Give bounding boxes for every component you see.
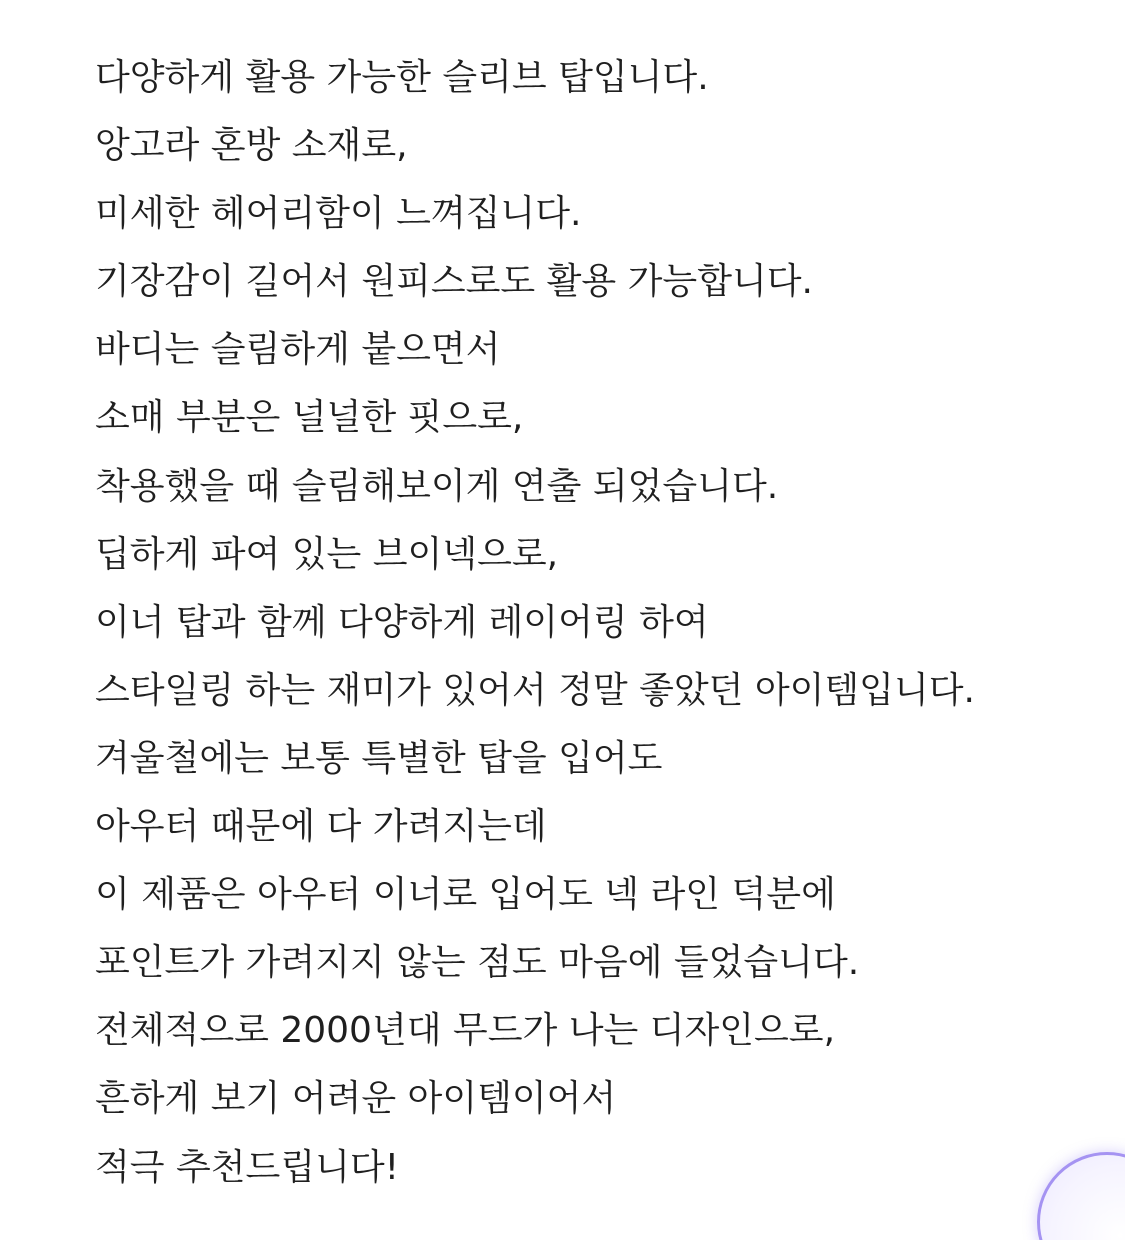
- review-line-12: 아우터 때문에 다 가려지는데: [95, 806, 547, 848]
- review-line-5: 바디는 슬림하게 붙으면서: [95, 329, 501, 371]
- review-line-16: 흔하게 보기 어려운 아이템이어서: [95, 1078, 617, 1120]
- review-line-13: 이 제품은 아우터 이너로 입어도 넥 라인 덕분에: [95, 874, 836, 916]
- review-line-2: 앙고라 혼방 소재로,: [95, 125, 408, 167]
- review-line-8: 딥하게 파여 있는 브이넥으로,: [95, 533, 559, 575]
- review-line-7: 착용했을 때 슬림해보이게 연출 되었습니다.: [95, 465, 779, 507]
- review-line-10: 스타일링 하는 재미가 있어서 정말 좋았던 아이템입니다.: [95, 669, 975, 711]
- review-line-11: 겨울철에는 보통 특별한 탑을 입어도: [95, 737, 663, 779]
- review-line-9: 이너 탑과 함께 다양하게 레이어링 하여: [95, 601, 709, 643]
- review-line-3: 미세한 헤어리함이 느껴집니다.: [95, 193, 582, 235]
- review-line-15: 전체적으로 2000년대 무드가 나는 디자인으로,: [95, 1010, 836, 1052]
- review-line-1: 다양하게 활용 가능한 슬리브 탑입니다.: [95, 57, 709, 98]
- review-line-17: 적극 추천드립니다!: [95, 1146, 400, 1188]
- review-line-6: 소매 부분은 널널한 핏으로,: [95, 397, 524, 439]
- review-text: [95, 44, 975, 1202]
- floating-action-button[interactable]: [1037, 1152, 1125, 1240]
- review-line-14: 포인트가 가려지지 않는 점도 마음에 들었습니다.: [95, 942, 860, 984]
- review-line-4: 기장감이 길어서 원피스로도 활용 가능합니다.: [95, 261, 813, 303]
